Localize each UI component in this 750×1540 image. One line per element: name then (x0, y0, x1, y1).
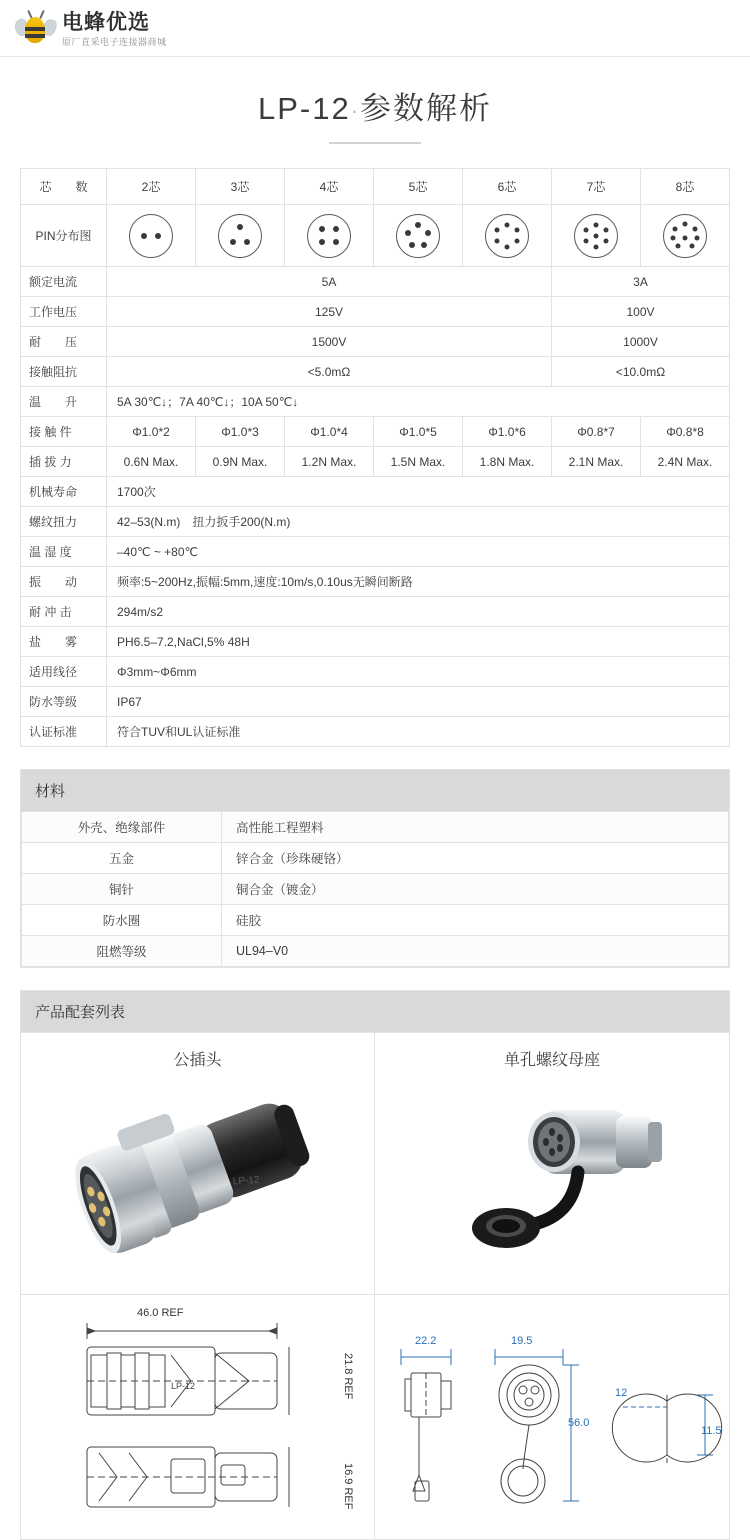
spec-row-label: 接触阻抗 (21, 357, 107, 387)
dim-label-56-0: 56.0 (568, 1417, 590, 1429)
spec-cell: PH6.5–7.2,NaCl,5% 48H (107, 627, 730, 657)
pin-diagram-3 (196, 205, 285, 267)
product-caption-male: 公插头 (173, 1052, 222, 1069)
female-socket-photo (375, 1076, 729, 1276)
table-row (21, 357, 730, 387)
product-cell-female-socket (375, 1033, 729, 1294)
table-row (22, 812, 729, 843)
spec-cell: 1.2N Max. (285, 447, 374, 477)
spec-cell: Φ0.8*8 (641, 417, 730, 447)
table-row-header (21, 169, 730, 205)
material-value: 铜合金（镀金） (222, 874, 729, 905)
spec-cell: <10.0mΩ (552, 357, 730, 387)
spec-row-label: 工作电压 (21, 297, 107, 327)
dimension-drawings (21, 1294, 729, 1539)
spec-header-col-8: 8芯 (641, 169, 730, 205)
spec-cell: <5.0mΩ (107, 357, 552, 387)
table-row (21, 417, 730, 447)
dim-label-11-5: 11.5 (701, 1425, 722, 1437)
table-row (21, 687, 730, 717)
spec-row-label: 防水等级 (21, 687, 107, 717)
table-row (21, 447, 730, 477)
title-separator: · (350, 97, 361, 123)
material-value: 高性能工程塑料 (222, 812, 729, 843)
table-row (22, 936, 729, 967)
spec-row-label: 插 拔 力 (21, 447, 107, 477)
table-row (21, 627, 730, 657)
spec-row-label: 耐 压 (21, 327, 107, 357)
pin-circle-7 (574, 214, 618, 258)
pin-circle-3 (218, 214, 262, 258)
spec-cell: 294m/s2 (107, 597, 730, 627)
spec-cell: IP67 (107, 687, 730, 717)
spec-cell: Φ0.8*7 (552, 417, 641, 447)
table-row (21, 717, 730, 747)
spec-cell: 1500V (107, 327, 552, 357)
spec-cell: 3A (552, 267, 730, 297)
spec-row-label: 适用线径 (21, 657, 107, 687)
table-row (21, 327, 730, 357)
pin-row-label: PIN分布图 (21, 205, 107, 267)
table-row (21, 297, 730, 327)
spec-row-label: 机械寿命 (21, 477, 107, 507)
table-row (22, 874, 729, 905)
dim-label-46-0-ref: 46.0 REF (137, 1307, 184, 1319)
material-key: 铜针 (22, 874, 222, 905)
spec-row-label: 额定电流 (21, 267, 107, 297)
page-title-block (0, 57, 750, 154)
table-row (22, 905, 729, 936)
spec-header-col-3: 3芯 (196, 169, 285, 205)
spec-cell: 5A (107, 267, 552, 297)
product-cell-male-plug (21, 1033, 375, 1294)
table-row (21, 567, 730, 597)
spec-cell: 42–53(N.m) 扭力扳手200(N.m) (107, 507, 730, 537)
pin-diagram-8 (641, 205, 730, 267)
spec-row-label: 振 动 (21, 567, 107, 597)
spec-cell: 100V (552, 297, 730, 327)
spec-cell: –40℃ ~ +80℃ (107, 537, 730, 567)
title-underline (329, 142, 421, 144)
brand-subtitle: 原厂直采电子连接器商城 (62, 36, 167, 47)
table-row (21, 477, 730, 507)
dim-label-21-8-ref: 21.8 REF (342, 1353, 354, 1400)
pin-diagram-6 (463, 205, 552, 267)
spec-row-label: 耐 冲 击 (21, 597, 107, 627)
spec-cell: Φ1.0*2 (107, 417, 196, 447)
material-heading: 材料 (21, 770, 729, 811)
spec-table-body (21, 267, 730, 747)
products-section (20, 990, 730, 1540)
pin-circle-6 (485, 214, 529, 258)
products-heading: 产品配套列表 (21, 991, 729, 1032)
spec-cell: 频率:5~200Hz,振幅:5mm,速度:10m/s,0.10us无瞬间断路 (107, 567, 730, 597)
material-key: 外壳、绝缘部件 (22, 812, 222, 843)
spec-cell: 1.8N Max. (463, 447, 552, 477)
spec-row-label: 螺纹扭力 (21, 507, 107, 537)
spec-cell: Φ1.0*3 (196, 417, 285, 447)
spec-cell: 2.4N Max. (641, 447, 730, 477)
material-value: 锌合金（珍珠硬铬） (222, 843, 729, 874)
pin-circle-2 (129, 214, 173, 258)
spec-cell: 1700次 (107, 477, 730, 507)
spec-table-wrap (0, 154, 750, 747)
spec-cell: Φ1.0*6 (463, 417, 552, 447)
spec-row-label: 盐 雾 (21, 627, 107, 657)
table-row (21, 387, 730, 417)
spec-header-col-7: 7芯 (552, 169, 641, 205)
pin-diagram-5 (374, 205, 463, 267)
material-section (20, 769, 730, 968)
table-row (22, 843, 729, 874)
dim-label-16-9-ref: 16.9 REF (342, 1463, 354, 1510)
spec-header-col-6: 6芯 (463, 169, 552, 205)
table-row (21, 657, 730, 687)
spec-row-label: 温 湿 度 (21, 537, 107, 567)
brand-header (0, 0, 750, 56)
svg-text:LP-12: LP-12 (231, 1174, 260, 1188)
spec-header-col-4: 4芯 (285, 169, 374, 205)
bee-logo-icon (16, 7, 56, 51)
page-title (0, 83, 750, 128)
pin-circle-8 (663, 214, 707, 258)
material-value: 硅胶 (222, 905, 729, 936)
dim-label-12: 12 (615, 1387, 628, 1399)
title-text: 参数解析 (360, 91, 493, 126)
pin-circle-4 (307, 214, 351, 258)
spec-cell: 1.5N Max. (374, 447, 463, 477)
brand-name: 电蜂优选 (62, 10, 150, 34)
table-row (21, 537, 730, 567)
table-row (21, 267, 730, 297)
spec-cell: 0.6N Max. (107, 447, 196, 477)
spec-cell: Φ1.0*5 (374, 417, 463, 447)
pin-diagram-7 (552, 205, 641, 267)
product-caption-female: 单孔螺纹母座 (503, 1052, 600, 1069)
pin-diagram-4 (285, 205, 374, 267)
spec-table (20, 168, 730, 747)
spec-cell: 符合TUV和UL认证标准 (107, 717, 730, 747)
female-socket-dimension-drawing (375, 1295, 729, 1539)
spec-cell: Φ1.0*4 (285, 417, 374, 447)
title-model: LP-12 (257, 91, 351, 126)
male-plug-dimension-drawing (21, 1295, 375, 1539)
pin-diagram-2 (107, 205, 196, 267)
spec-row-label: 认证标准 (21, 717, 107, 747)
table-row (21, 507, 730, 537)
spec-row-label: 接 触 件 (21, 417, 107, 447)
spec-cell: 5A 30℃↓；7A 40℃↓；10A 50℃↓ (107, 387, 730, 417)
product-gallery (21, 1032, 729, 1294)
table-row-pin-layout (21, 205, 730, 267)
dim-label-22-2: 22.2 (415, 1335, 437, 1347)
spec-header-col-5: 5芯 (374, 169, 463, 205)
drawing-part-label: LP-12 (171, 1381, 196, 1391)
table-row (21, 597, 730, 627)
material-key: 防水圈 (22, 905, 222, 936)
material-table (21, 811, 729, 967)
spec-cell: Φ3mm~Φ6mm (107, 657, 730, 687)
material-key: 五金 (22, 843, 222, 874)
spec-cell: 125V (107, 297, 552, 327)
spec-cell: 0.9N Max. (196, 447, 285, 477)
pin-circle-5 (396, 214, 440, 258)
spec-cell: 1000V (552, 327, 730, 357)
spec-header-label: 芯 数 (21, 169, 107, 205)
spec-cell: 2.1N Max. (552, 447, 641, 477)
material-key: 阻燃等级 (22, 936, 222, 967)
material-value: UL94–V0 (222, 936, 729, 967)
spec-row-label: 温 升 (21, 387, 107, 417)
male-plug-photo (21, 1076, 374, 1276)
dim-label-19-5: 19.5 (511, 1335, 533, 1347)
spec-header-col-2: 2芯 (107, 169, 196, 205)
